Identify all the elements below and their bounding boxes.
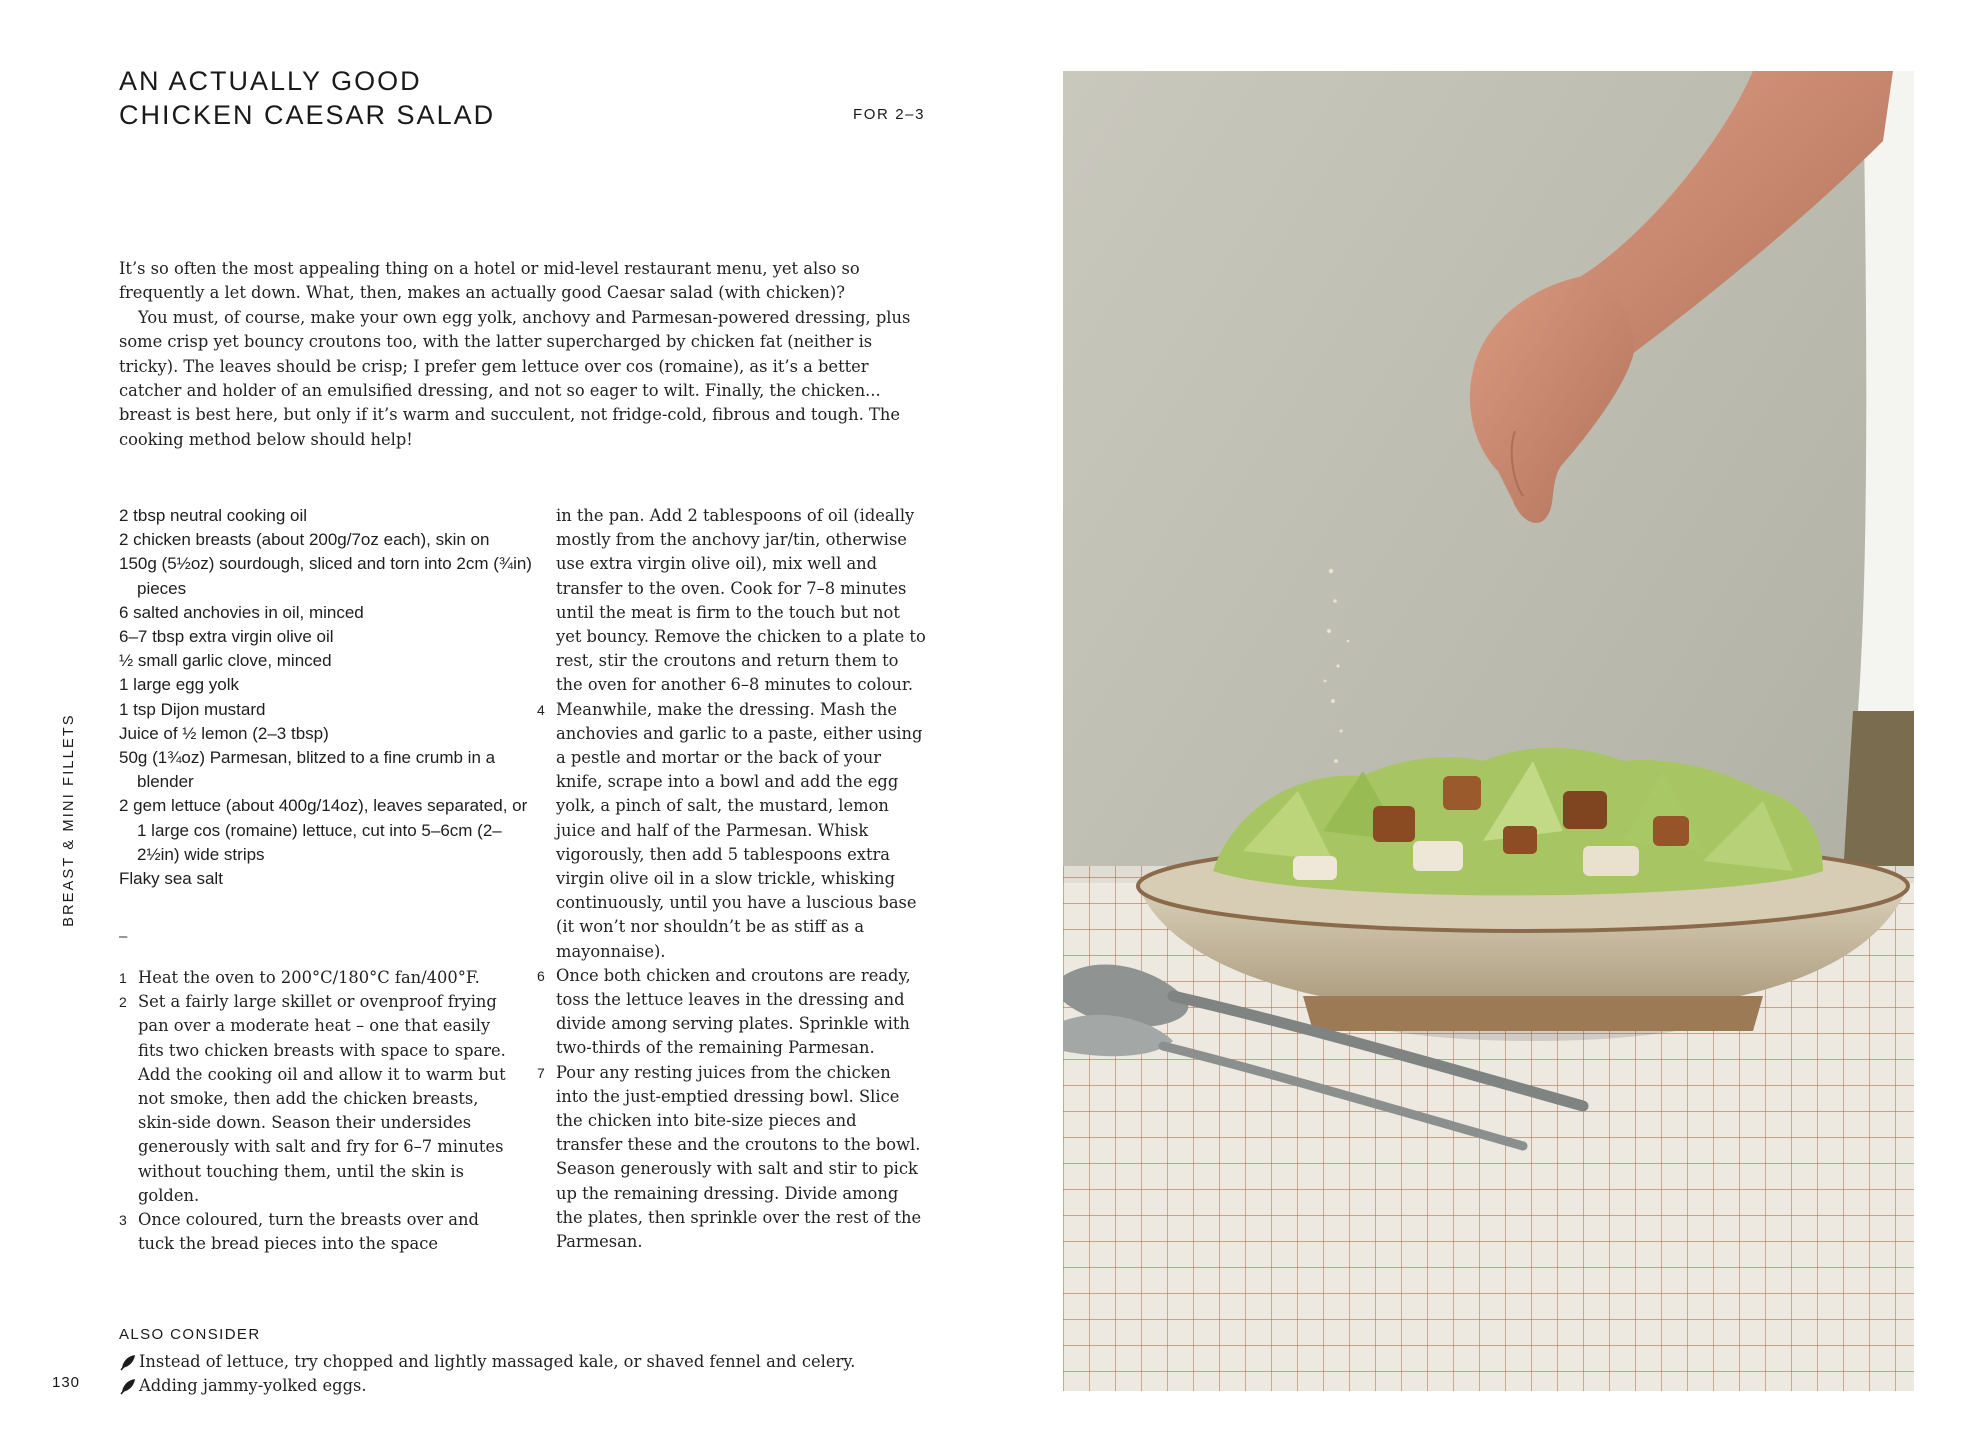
recipe-intro — [119, 257, 924, 452]
bowl-foot — [1303, 996, 1763, 1031]
salad-photo — [1063, 71, 1914, 1391]
also-consider-item — [119, 1374, 855, 1398]
ingredient-item: 6 salted anchovies in oil, minced — [119, 602, 364, 622]
ingredient-item: 50g (1¾oz) Parmesan, blitzed to a fine crumb in a blender — [119, 748, 496, 792]
step-number: 7 — [537, 1064, 545, 1081]
recipe-title-line-2: CHICKEN CAESAR SALAD — [119, 100, 496, 130]
method-step — [537, 698, 927, 964]
method-step-continued: in the pan. Add 2 tablespoons of oil (ideally mostly from the anchovy jar/tin, otherwise use extra virgin olive oil), mix well and transfer to the oven. Cook for 7–8 minutes until the meat is firm to the touch but not yet bouncy. Remove the chicken to a plate to rest, stir the croutons and return them to the oven for another 6–8 minutes to colour. — [556, 506, 926, 695]
page-number: 130 — [52, 1374, 81, 1391]
recipe-title-line-1: AN ACTUALLY GOOD — [119, 66, 422, 96]
leaf-icon — [119, 1377, 137, 1395]
also-consider-text: Adding jammy-yolked eggs. — [139, 1376, 367, 1396]
method-step — [537, 964, 927, 1061]
method-step — [119, 1208, 519, 1256]
step-number: 6 — [537, 967, 545, 984]
leaf-icon — [119, 1353, 137, 1371]
step-text: Meanwhile, make the dressing. Mash the anchovies and garlic to a paste, either using a pestle and mortar or the back of your knife, scrape into a bowl and add the egg yolk, a pinch of salt, the mustard, lemon juice and half of the Parmesan. Whisk vigorously, then add 5 tablespoons extra virgin olive oil in a slow trickle, whisking continuously, until you have a luscious base (it won’t nor shouldn’t be as stiff as a mayonnaise). — [556, 699, 923, 961]
ingredient-item: 1 large egg yolk — [119, 675, 240, 695]
step-text: Once both chicken and croutons are ready, toss the lettuce leaves in the dressing and divide among serving plates. Sprinkle with two-thirds of the remaining Parmesan. — [556, 965, 911, 1058]
intro-paragraph-1: It’s so often the most appealing thing on a hotel or mid-level restaurant menu, yet also so frequently a let down. What, then, makes an actually good Caesar salad (with chicken)? — [119, 259, 860, 303]
step-text: Once coloured, turn the breasts over and tuck the bread pieces into the space — [138, 1210, 479, 1254]
ingredients-list — [119, 504, 539, 891]
ingredient-item: 1 tsp Dijon mustard — [119, 699, 266, 719]
also-consider-item — [119, 1350, 855, 1374]
also-consider-text: Instead of lettuce, try chopped and lightly massaged kale, or shaved fennel and celery. — [139, 1352, 856, 1371]
step-number: 3 — [119, 1212, 127, 1229]
method-step — [119, 990, 519, 1208]
step-text: Heat the oven to 200°C/180°C fan/400°F. — [138, 968, 480, 987]
method-step — [537, 1061, 927, 1255]
salad-photo-illustration — [1063, 71, 1914, 1391]
ingredient-item: ½ small garlic clove, minced — [119, 651, 332, 671]
ingredient-item: 2 tbsp neutral cooking oil — [119, 506, 308, 525]
step-number: 1 — [119, 970, 127, 986]
step-number: 2 — [119, 994, 127, 1011]
intro-paragraph-2: You must, of course, make your own egg yolk, anchovy and Parmesan-powered dressing, plus some crisp yet bouncy croutons too, with the latter supercharged by chicken fat (neither is tricky). The leaves should be crisp; I prefer gem lettuce over cos (romaine), as it’s a better catcher and holder of an emulsified dressing, and not so eager to wilt. Finally, the chicken... breast is best here, but only if it’s warm and succulent, not fridge-cold, fibrous and tough. The cooking method below should help! — [119, 307, 911, 449]
ingredient-item: 150g (5½oz) sourdough, sliced and torn into 2cm (¾in) pieces — [119, 554, 532, 598]
ingredient-item: 2 gem lettuce (about 400g/14oz), leaves separated, or 1 large cos (romaine) lettuce, cut into 5–6cm (2–2½in) wide strips — [119, 796, 528, 864]
step-text: Pour any resting juices from the chicken into the just-emptied dressing bowl. Slice the chicken into bite-size pieces and transfer these and the croutons to the bowl. Season generously with salt and stir to pick up the remaining dressing. Divide among the plates, then sprinkle over the rest of the Parmesan. — [556, 1062, 922, 1252]
section-separator: – — [119, 928, 128, 945]
ingredient-item: Juice of ½ lemon (2–3 tbsp) — [119, 723, 329, 743]
ingredient-item: 2 chicken breasts (about 200g/7oz each), skin on — [119, 530, 490, 550]
step-text: Set a fairly large skillet or ovenproof frying pan over a moderate heat – one that easily fits two chicken breasts with space to spare. Add the cooking oil and allow it to warm but not smoke, then add the chicken breasts, skin-side down. Season their undersides generously with salt and fry for 6–7 minutes without touching them, until the skin is golden. — [138, 992, 506, 1205]
method-step — [119, 966, 519, 990]
method-list-left — [119, 966, 519, 1256]
chapter-side-label: BREAST & MINI FILLETS — [61, 713, 77, 927]
ingredient-item: Flaky sea salt — [119, 869, 223, 889]
shirt — [1858, 71, 1914, 711]
ingredient-item: 6–7 tbsp extra virgin olive oil — [119, 627, 334, 647]
also-consider-list — [119, 1350, 855, 1398]
method-list-right — [537, 504, 927, 1254]
step-number: 4 — [537, 701, 545, 718]
serves-label: FOR 2–3 — [853, 106, 926, 123]
recipe-title — [119, 64, 495, 132]
also-consider-heading: ALSO CONSIDER — [119, 1326, 261, 1343]
